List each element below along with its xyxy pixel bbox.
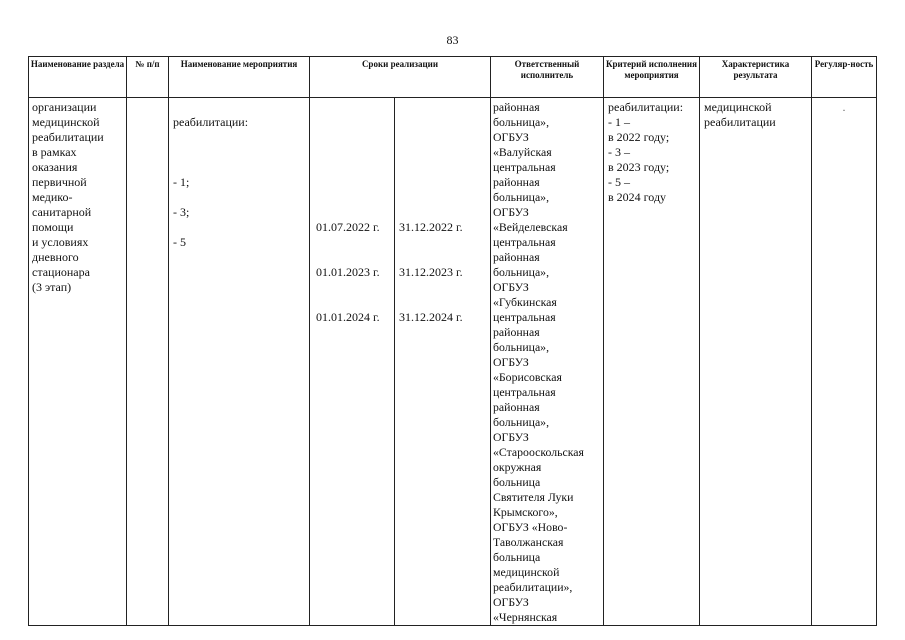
- event-item: - 1;: [173, 175, 190, 189]
- event-item: - 5: [173, 235, 186, 249]
- end-date: 31.12.2022 г.: [399, 220, 463, 234]
- criterion-text: реабилитации: - 1 – в 2022 году; - 3 – в 2023 году; - 5 – в 2024 году: [608, 100, 684, 204]
- start-date: 01.07.2022 г.: [316, 220, 380, 234]
- header-regularity: Регуляр-ность: [812, 57, 877, 98]
- end-date: 31.12.2023 г.: [399, 265, 463, 279]
- result-text: медицинской реабилитации: [704, 100, 776, 129]
- plan-table: [28, 56, 877, 626]
- header-result: Характеристика результата: [700, 57, 812, 98]
- cell-regularity: [812, 98, 877, 626]
- end-date: 31.12.2024 г.: [399, 310, 463, 324]
- number-text: [127, 98, 168, 100]
- cell-criterion: [604, 98, 700, 626]
- header-criterion: Критерий исполнения мероприятия: [604, 57, 700, 98]
- cell-section: [29, 98, 127, 626]
- header-terms: Сроки реализации: [310, 57, 491, 98]
- cell-event: [169, 98, 310, 626]
- start-date: 01.01.2024 г.: [316, 310, 380, 324]
- regularity-text: .: [842, 100, 846, 114]
- cell-start-dates: [310, 98, 395, 626]
- header-event: Наименование мероприятия: [169, 57, 310, 98]
- event-item: - 3;: [173, 205, 190, 219]
- header-executor: Ответственный исполнитель: [491, 57, 604, 98]
- start-date: 01.01.2023 г.: [316, 265, 380, 279]
- header-number: № п/п: [127, 57, 169, 98]
- table-header-row: [29, 57, 877, 98]
- section-text: организации медицинской реабилитации в рамках оказания первичной медико- санитарной помощи и условиях дневного стационара (3 этап): [32, 100, 104, 294]
- cell-number: [127, 98, 169, 626]
- page-number: 83: [446, 33, 459, 47]
- executor-text: районная больница», ОГБУЗ «Валуйская центральная районная больница», ОГБУЗ «Вейделевская центральная районная больница», ОГБУЗ «Губкинская центральная районная больница», ОГБУЗ «Борисовская центральная районная больница», ОГБУЗ «Старооскольская окружная больница Святителя Луки Крымского», ОГБУЗ «Ново- Таволжанская больница медицинской реабилитации», ОГБУЗ «Чернянская: [493, 100, 584, 624]
- cell-executor: [491, 98, 604, 626]
- cell-result: [700, 98, 812, 626]
- header-section: Наименование раздела: [29, 57, 127, 98]
- table-row: [29, 98, 877, 626]
- event-heading: реабилитации:: [173, 115, 249, 129]
- cell-end-dates: [395, 98, 491, 626]
